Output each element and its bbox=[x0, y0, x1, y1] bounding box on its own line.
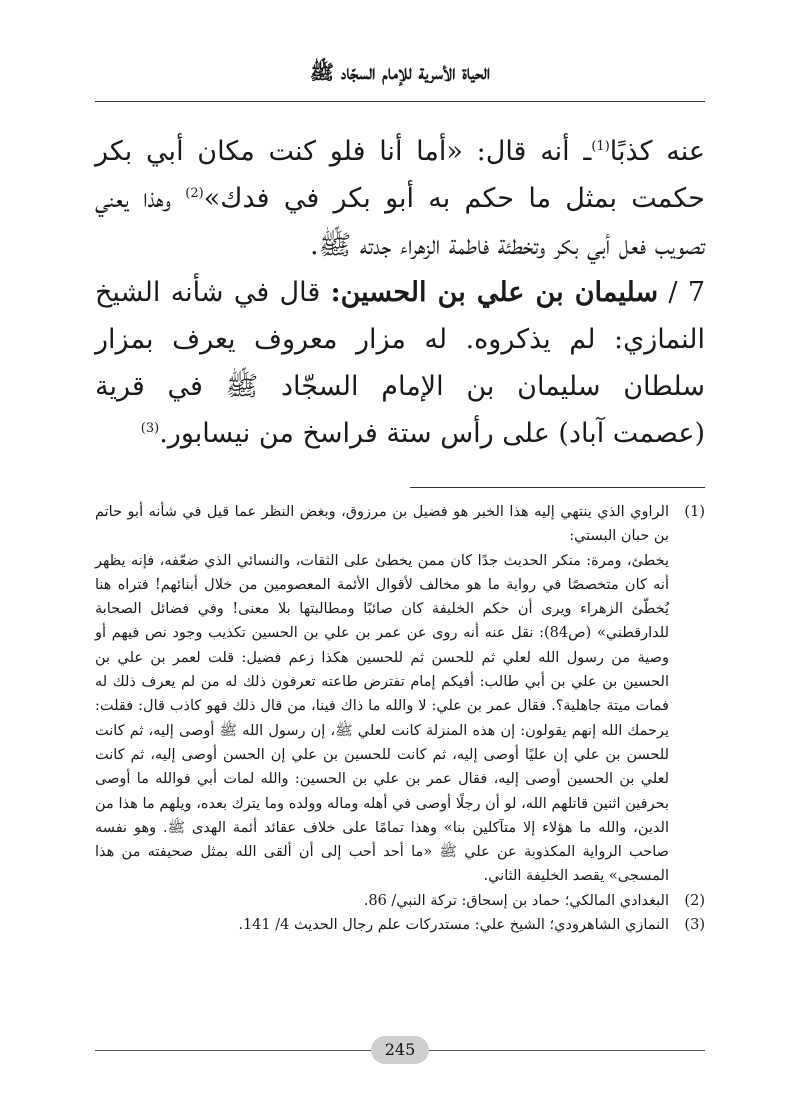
paragraph-text-end: وهذا يعني تصويب فعل أبي بكر وتخطئة فاطمة الزهراء جدته ﷺ. bbox=[95, 183, 705, 261]
footnote-paragraph: يخطئ، ومرة: منكر الحديث جدًا كان ممن يخطئ على الثقات، والنسائي الذي ضعّفه، فإنه يظهر أنه كان متخصصًا في رواية ما هو مخالف لأقوال الأئمة المعصومين من خلال أبنائهم! فتراه هنا يُخطّئ الزهراء ويرى أن حكم الخليفة كان صائبًا ومطالبتها بلا معنى! وفي فضائل الصحابة للدارقطني» (ص84): نقل عنه أنه روى عن عمر بن علي بن الحسين تكذيب وجود نص فيهم أو وصية من رسول الله لعلي ثم للحسن ثم للحسين هكذا زعم فضيل: قلت لعمر بن علي بن الحسين بن علي بن أبي طالب: أفيكم إمام تفترض طاعته تعرفون ذلك له من لم يعرف ذلك له فمات ميتة جاهلية؟. فقال عمر بن علي: لا والله ما ذاك فينا، من قال ذلك فهو كاذب قال: فقلت: يرحمك الله إنهم يقولون: إن هذه المنزلة كانت لعلي ﷺ، إن رسول الله ﷺ أوصى إليه، ثم كانت للحسن بن علي إن عليًا أوصى إليه، ثم كانت للحسين بن علي إن الحسن أوصى إليه، ثم كانت لعلي بن الحسين أوصى إليه، فقال عمر بن علي بن الحسين: والله لمات أبي فوالله ما أوصى بحرفين اثنين قاتلهم الله، لو أن رجلًا أوصى في أهله وماله وولده وما يترك بعده، ويلهم ما هذا من الدين، والله ما هؤلاء إلا متآكلين بنا» وهذا تمامًا على خلاف عقائد أئمة الهدى ﷺ. وهو نفسه صاحب الرواية المكذوبة عن علي ﷺ «ما أحد أحب إلى أن ألقى الله بمثل صحيفته من هذا المسجى» يقصد الخليفة الثاني. bbox=[95, 552, 669, 885]
header-divider bbox=[95, 101, 705, 102]
footnote-2 bbox=[95, 889, 705, 913]
item-text: قال في شأنه الشيخ النمازي: لم يذكروه. له مزار معروف يعرف بمزار سلطان سليمان بن الإمام السجّاد ﷺ في قرية (عصمت آباد) على رأس ستة فراسخ من نيسابور. bbox=[95, 277, 705, 449]
page-number: 245 bbox=[371, 1036, 429, 1064]
page-footer bbox=[95, 1036, 705, 1064]
footnote-body bbox=[95, 500, 669, 889]
running-header-title: الحياة الأسرية للإمام السجّاد ﷺ bbox=[309, 60, 491, 84]
item-name: سليمان بن علي بن الحسين: bbox=[330, 277, 659, 308]
footnote-body bbox=[95, 913, 669, 937]
footnotes-section bbox=[95, 500, 705, 937]
paragraph-continuation bbox=[95, 128, 705, 269]
footnote-body bbox=[95, 889, 669, 913]
footnote-number: (1) bbox=[684, 504, 705, 520]
footnote-paragraph: البغدادي المالكي؛ حماد بن إسحاق: تركة النبي/ 86. bbox=[363, 892, 669, 909]
footnote-number: (3) bbox=[684, 917, 705, 934]
footnote-3 bbox=[95, 913, 705, 937]
list-item-7 bbox=[95, 269, 705, 457]
main-text bbox=[95, 128, 705, 457]
item-number: 7 / bbox=[668, 277, 705, 308]
footnote-number: (2) bbox=[684, 892, 705, 909]
footnote-ref-2[interactable]: (2) bbox=[185, 186, 204, 201]
footnote-1 bbox=[95, 500, 705, 889]
footnote-ref-3[interactable]: (3) bbox=[140, 421, 160, 436]
footnote-ref-1[interactable]: (1) bbox=[591, 139, 610, 154]
footnote-divider bbox=[410, 487, 705, 488]
footnote-paragraph: النمازي الشاهرودي؛ الشيخ علي: مستدركات علم رجال الحديث 4/ 141. bbox=[238, 917, 669, 934]
paragraph-text-start: عنه كذبًا bbox=[609, 136, 705, 167]
paragraph-text-middle: ـ أنه قال: «أما أنا فلو كنت مكان أبي بكر حكمت بمثل ما حكم به أبو بكر في فدك» bbox=[95, 136, 705, 214]
footnote-paragraph: الراوي الذي ينتهي إليه هذا الخبر هو فضيل بن مرزوق، وبغض النظر عما قيل في شأنه أبو حاتم بن حبان البستي: bbox=[95, 504, 669, 545]
